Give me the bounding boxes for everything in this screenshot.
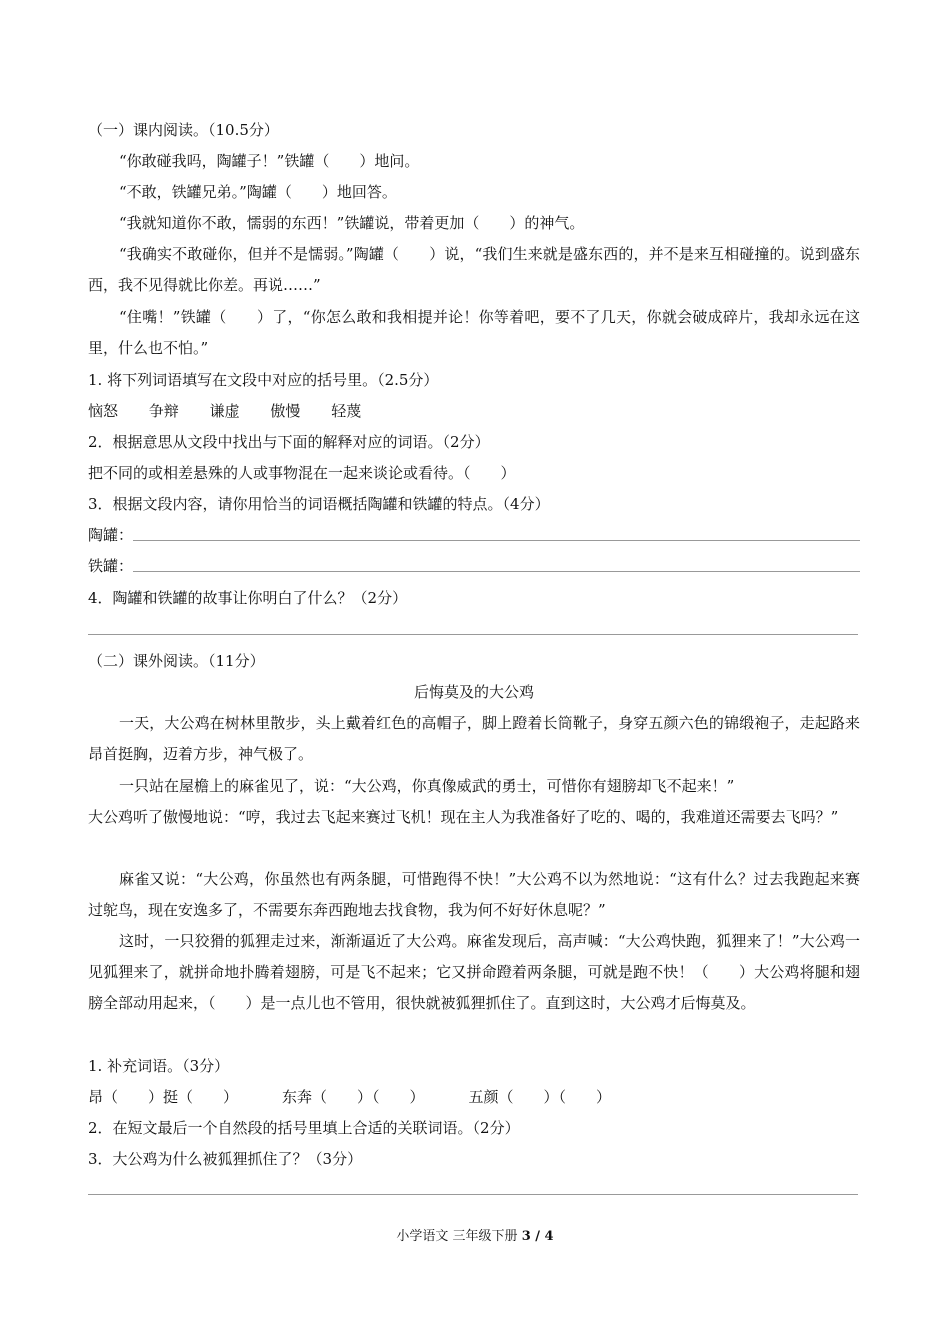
- s1-question-2: 2．根据意思从文段中找出与下面的解释对应的词语。（2分）: [88, 433, 490, 451]
- answer-label: 陶罐：: [88, 526, 134, 544]
- s1-paragraph-1: “你敢碰我吗，陶罐子！”铁罐（ ）地问。: [119, 152, 420, 170]
- section2-header: （二）课外阅读。（11分）: [88, 652, 265, 670]
- answer-row-tieguan: [88, 556, 860, 576]
- s2-question-1: 1. 补充词语。（3分）: [88, 1057, 230, 1075]
- story-title: 后悔莫及的大公鸡: [413, 683, 534, 701]
- answer-line[interactable]: [133, 570, 860, 572]
- answer-line[interactable]: [133, 539, 860, 541]
- answer-row-taoguan: [88, 525, 860, 545]
- section1-header: （一）课内阅读。（10.5分）: [88, 121, 279, 139]
- s1-word-bank: [88, 401, 387, 421]
- s2-question-1-items: [88, 1087, 611, 1107]
- word-item: 谦虚: [209, 402, 240, 420]
- fill-item: 五颜（ ）（ ）: [468, 1088, 612, 1106]
- s2-question-3: 3．大公鸡为什么被狐狸抓住了？（3分）: [88, 1150, 363, 1168]
- s2-question-2: 2．在短文最后一个自然段的括号里填上合适的关联词语。（2分）: [88, 1119, 520, 1137]
- s1-paragraph-5: “住嘴！”铁罐（ ）了，“你怎么敢和我相提并论！你等着吧，要不了几天，你就会破成碎片，我却永远在这里，什么也不怕。”: [88, 308, 860, 357]
- s1-paragraph-4: “我确实不敢碰你，但并不是懦弱。”陶罐（ ）说，“我们生来就是盛东西的，并不是来互相碰撞的。说到盛东西，我不见得就比你差。再说……”: [88, 245, 860, 294]
- fill-item: 东奔（ ）（ ）: [282, 1088, 425, 1106]
- footer-text: 小学语文 三年级下册: [396, 1229, 522, 1244]
- word-item: 争辩: [148, 402, 179, 420]
- word-item: 轻蔑: [331, 402, 362, 420]
- answer-label: 铁罐：: [88, 557, 134, 575]
- word-item: 恼怒: [88, 402, 119, 420]
- s1-question-2-text: 把不同的或相差悬殊的人或事物混在一起来谈论或看待。（ ）: [88, 464, 516, 482]
- s1-question-4: 4．陶罐和铁罐的故事让你明白了什么？（2分）: [88, 589, 408, 607]
- s2-paragraph-2: 一只站在屋檐上的麻雀见了，说：“大公鸡，你真像威武的勇士，可惜你有翅膀却飞不起来！”: [119, 777, 735, 795]
- word-item: 傲慢: [270, 402, 301, 420]
- answer-line[interactable]: [88, 634, 858, 635]
- s2-paragraph-1: 一天，大公鸡在树林里散步，头上戴着红色的高帽子，脚上蹬着长筒靴子，身穿五颜六色的锦缎袍子，走起路来昂首挺胸，迈着方步，神气极了。: [88, 714, 860, 763]
- s1-question-1: 1. 将下列词语填写在文段中对应的括号里。（2.5分）: [88, 371, 439, 389]
- fill-item: 昂（ ）挺（ ）: [88, 1088, 239, 1106]
- page-number: 3 / 4: [521, 1229, 554, 1244]
- s2-paragraph-4: 麻雀又说：“大公鸡，你虽然也有两条腿，可惜跑得不快！”大公鸡不以为然地说：“这有什么？过去我跑起来赛过鸵鸟，现在安逸多了，不需要东奔西跑地去找食物，我为何不好好休息呢？”: [88, 870, 860, 919]
- s1-paragraph-2: “不敢，铁罐兄弟。”陶罐（ ）地回答。: [119, 183, 397, 201]
- s1-question-3: 3．根据文段内容，请你用恰当的词语概括陶罐和铁罐的特点。（4分）: [88, 495, 550, 513]
- s1-paragraph-3: “我就知道你不敢，懦弱的东西！”铁罐说，带着更加（ ）的神气。: [119, 214, 585, 232]
- s2-paragraph-3: 大公鸡听了傲慢地说：“哼，我过去飞起来赛过飞机！现在主人为我准备好了吃的、喝的，我难道还需要去飞吗？”: [88, 808, 839, 826]
- answer-line[interactable]: [88, 1194, 858, 1195]
- page-footer: [0, 1225, 950, 1244]
- s2-paragraph-5: 这时，一只狡猾的狐狸走过来，渐渐逼近了大公鸡。麻雀发现后，高声喊：“大公鸡快跑，狐狸来了！”大公鸡一见狐狸来了，就拼命地扑腾着翅膀，可是飞不起来；它又拼命蹬着两条腿，可就是跑不快！（ ）大公鸡将腿和翅膀全部动用起来，（ ）是一点儿也不管用，很快就被狐狸抓住了。直到这时，大公鸡才后悔莫及。: [88, 932, 860, 1012]
